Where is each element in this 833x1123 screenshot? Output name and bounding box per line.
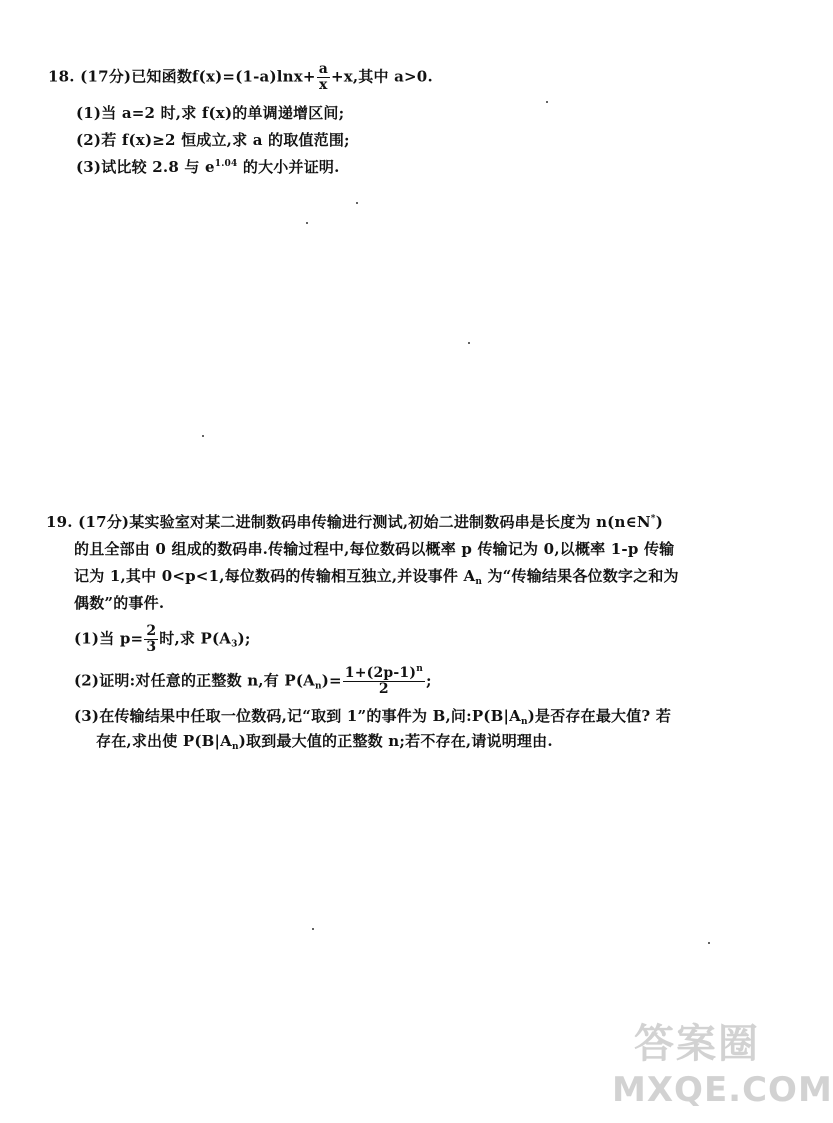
q19-p1-fraction: $\frac{2}{3}$ xyxy=(146,623,157,655)
scan-speck xyxy=(306,222,308,224)
q19-p2-fraction: $\frac{1+(2p-1)^n}{2}$ xyxy=(344,664,423,697)
q19-line2: 的且全部由 0 组成的数码串.传输过程中,每位数码以概率 p 传输记为 0,以概率 1-p 传输 xyxy=(74,540,675,558)
q19-number: 19. xyxy=(46,513,73,531)
q18-part3: (3)试比较 2.8 与 $e^{1.04}$ 的大小并证明. xyxy=(76,158,340,176)
q18-number: 18. xyxy=(48,67,75,86)
scan-speck xyxy=(356,202,358,204)
q18-part1: (1)当 a=2 时,求 f(x)的单调递增区间; xyxy=(76,104,345,122)
scan-speck xyxy=(546,101,548,103)
scan-speck xyxy=(468,342,470,344)
q18-stem: 18. (17分)已知函数f(x)=(1-a)lnx+ $\frac{a}{x}$ +x,其中 a>0. xyxy=(48,61,433,93)
q18-fraction: $\frac{a}{x}$ xyxy=(318,61,328,93)
watermark xyxy=(612,1020,833,1120)
q18-score: (17分) xyxy=(80,67,132,86)
scan-speck xyxy=(312,928,314,930)
q19-score: (17分) xyxy=(78,513,130,531)
q19-part2: (2)证明:对任意的正整数 n,有 $P(A_n)=$ $\frac{1+(2p-1)^n}{2}$ ; xyxy=(74,664,432,697)
watermark-url: MXQE.COM xyxy=(612,1070,833,1110)
q18-function: f(x)=(1-a)lnx+ xyxy=(192,67,316,86)
scan-speck xyxy=(202,435,204,437)
q19-part3: (3)在传输结果中任取一位数码,记“取到 1”的事件为 B,问$:P(B|A_n)$是否存在最大值? 若 xyxy=(74,707,672,727)
q18-part2: (2)若 f(x)≥2 恒成立,求 a 的取值范围; xyxy=(76,131,350,149)
q19-line3: 记为 1,其中 0<p<1,每位数码的传输相互独立,并设事件 $A_n$ 为“传输结果各位数字之和为 xyxy=(74,567,679,587)
scan-speck xyxy=(708,942,710,944)
q19-part1: (1)当 p= $\frac{2}{3}$ 时,求 $P(A_3)$; xyxy=(74,623,251,655)
q19-line1: 19. (17分)某实验室对某二进制数码串传输进行测试,初始二进制数码串是长度为 n(n∈N*) xyxy=(46,513,664,531)
q19-part3-cont: 存在,求出使 $P(B|A_n)$取到最大值的正整数 n;若不存在,请说明理由. xyxy=(96,732,553,752)
q19-line4: 偶数”的事件. xyxy=(74,594,165,612)
watermark-logo-text: 答案圈 xyxy=(634,1021,760,1067)
